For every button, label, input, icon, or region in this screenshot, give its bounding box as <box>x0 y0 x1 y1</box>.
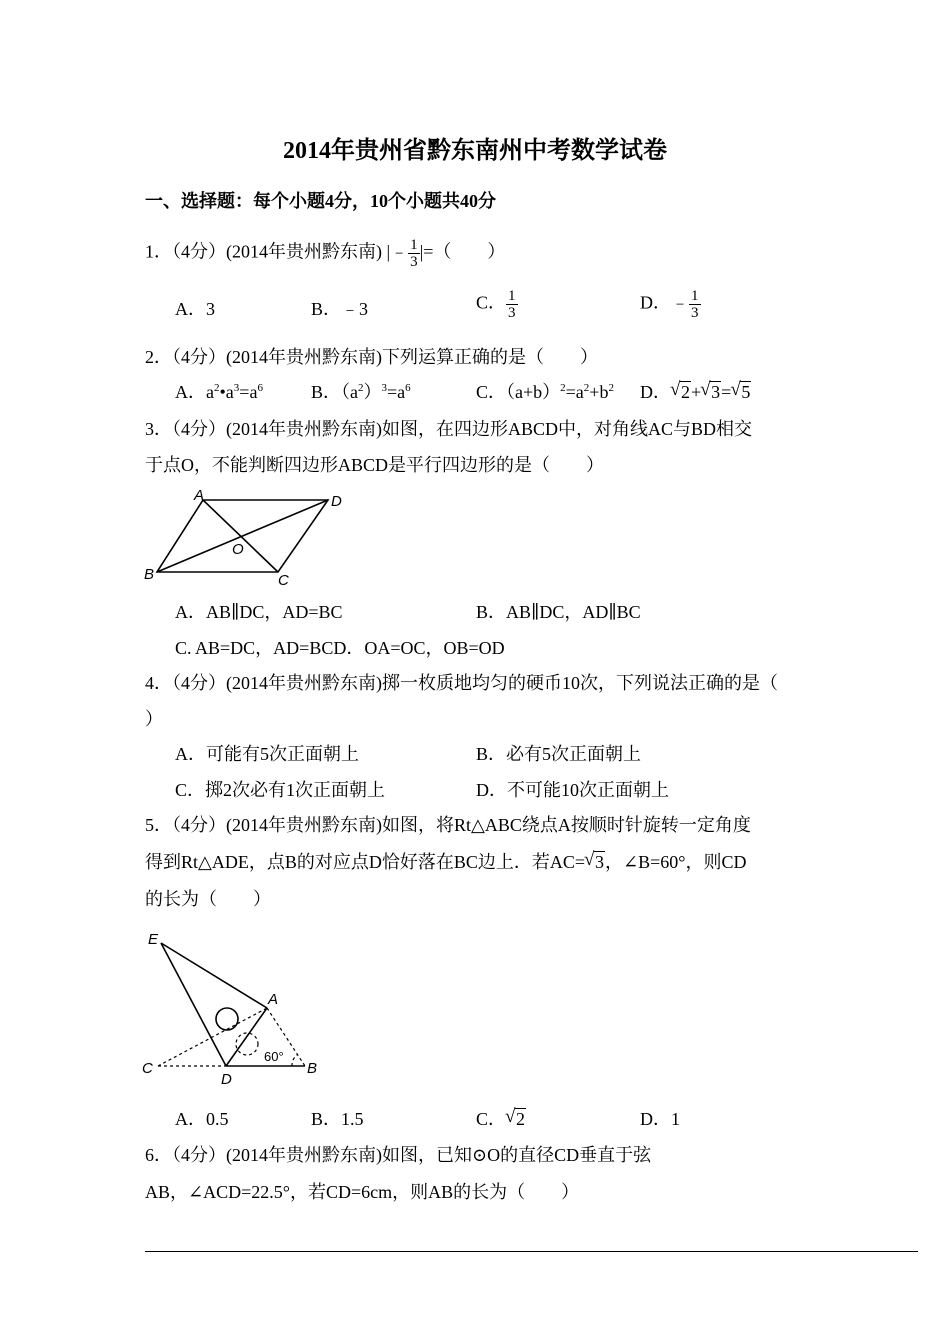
q1-abs-right: |=（ ） <box>419 241 506 262</box>
label-d: D <box>331 493 342 510</box>
section-heading: 一、选择题：每个小题4分，10个小题共40分 <box>145 191 496 211</box>
rotation-triangle-figure <box>140 925 325 1090</box>
question-6-line1: 6．（4分）(2014年贵州黔东南)如图，已知⊙O的直径CD垂直于弦 <box>145 1145 652 1165</box>
q2-d-sqrt-2: √ 3 <box>701 380 721 404</box>
q1-frac-den: 3 <box>410 254 418 270</box>
q1-d-num: 1 <box>691 288 699 304</box>
segment-ea <box>161 943 267 1008</box>
q2-c-exp2: 2 <box>583 382 590 394</box>
q2-a-part1: A．a <box>175 382 214 402</box>
q5-sqrt-3: √ 3 <box>585 850 605 874</box>
angle-label: 60° <box>264 1049 284 1064</box>
q1-frac-num: 1 <box>410 237 418 253</box>
q1-option-c-fraction <box>506 288 518 321</box>
label-a: A <box>268 991 279 1008</box>
q1-c-den: 3 <box>508 305 516 321</box>
q1-c-num: 1 <box>508 288 516 304</box>
question-3-line2: 于点O，不能判断四边形ABCD是平行四边形的是（ ） <box>145 455 605 475</box>
q2-a-exp3: 6 <box>257 382 263 394</box>
solid-circle-mark <box>216 1008 238 1030</box>
q5-option-a[interactable]: A．0.5 <box>175 1109 229 1129</box>
q2-d-plus: + <box>691 382 702 402</box>
q2-option-d[interactable] <box>640 380 751 404</box>
q3-option-b[interactable]: B．AB∥DC，AD∥BC <box>476 602 641 622</box>
label-b: B <box>144 566 155 583</box>
q2-b-part2: ） <box>363 382 382 402</box>
q1-fraction <box>408 237 420 270</box>
q2-c-part1: C．（a+b） <box>476 382 561 402</box>
parallelogram-figure <box>140 488 350 588</box>
q4-option-b[interactable]: B．必有5次正面朝上 <box>476 744 642 764</box>
segment-ca-dashed <box>158 1008 267 1066</box>
q2-b-exp1: 2 <box>358 382 364 394</box>
q2-option-c[interactable] <box>476 380 614 404</box>
page-title: 2014年贵州省黔东南州中考数学试卷 <box>283 138 667 164</box>
q2-c-exp3: 2 <box>608 382 614 394</box>
q2-a-exp2: 3 <box>233 382 240 394</box>
q1-option-c[interactable] <box>476 288 518 321</box>
q1-abs-left: |﹣ <box>386 241 409 262</box>
q2-option-b[interactable] <box>311 380 411 404</box>
q4-option-a[interactable]: A．可能有5次正面朝上 <box>175 744 359 764</box>
label-e: E <box>148 931 159 948</box>
q2-d-sqrt-3: √ 5 <box>731 380 751 404</box>
q2-b-part3: =a <box>387 382 406 402</box>
footer-divider <box>145 1251 918 1252</box>
question-4-line2: ） <box>145 709 163 729</box>
q4-option-d[interactable]: D．不可能10次正面朝上 <box>476 780 669 800</box>
question-5-line2 <box>145 850 746 874</box>
q1-option-c-label: C． <box>476 292 507 313</box>
label-a: A <box>194 488 205 504</box>
question-3-line1: 3．（4分）(2014年贵州黔东南)如图，在四边形ABCD中，对角线AC与BD相交 <box>145 419 753 439</box>
q2-a-part2: •a <box>219 382 234 402</box>
q5-option-d[interactable]: D．1 <box>640 1109 680 1129</box>
q2-a-exp1: 2 <box>214 382 220 394</box>
question-5-line1: 5．（4分）(2014年贵州黔东南)如图，将Rt△ABC绕点A按顺时针旋转一定角度 <box>145 815 751 835</box>
label-o: O <box>232 541 244 558</box>
q1-option-d[interactable] <box>640 288 701 321</box>
q1-number: 1． <box>145 241 172 262</box>
question-1 <box>145 237 505 270</box>
q2-b-part1: B．（a <box>311 382 358 402</box>
question-4-line1: 4．（4分）(2014年贵州黔东南)掷一枚质地均匀的硬币10次，下列说法正确的是（ <box>145 673 778 693</box>
q2-c-part2: =a <box>565 382 584 402</box>
question-2: 2．（4分）(2014年贵州黔东南)下列运算正确的是（ ） <box>145 347 598 367</box>
q3-option-cd[interactable]: C. AB=DC，AD=BCD．OA=OC，OB=OD <box>175 638 505 658</box>
q1-option-d-fraction <box>689 288 701 321</box>
q5-option-b[interactable]: B．1.5 <box>311 1109 364 1129</box>
label-c: C <box>278 572 289 588</box>
label-c: C <box>142 1060 153 1077</box>
q2-b-exp3: 6 <box>405 382 411 394</box>
q2-b-exp2: 3 <box>381 382 387 394</box>
angle-arc <box>292 1055 297 1066</box>
q4-option-c[interactable]: C．掷2次必有1次正面朝上 <box>175 780 386 800</box>
q2-c-exp1: 2 <box>560 382 566 394</box>
q2-d-equals: = <box>721 382 732 402</box>
q2-d-label: D． <box>640 382 671 402</box>
q2-d-sqrt-1: √ 2 <box>671 380 691 404</box>
segment-ad <box>226 1008 267 1066</box>
q5-option-c-sqrt: √ 2 <box>506 1107 526 1131</box>
q5-option-c[interactable] <box>476 1107 526 1131</box>
q5-line2-part2: ，∠B=60°，则CD <box>605 852 747 872</box>
question-5-line3: 的长为（ ） <box>145 889 271 909</box>
q3-option-a[interactable]: A．AB∥DC，AD=BC <box>175 602 343 622</box>
q1-option-a[interactable]: A．3 <box>175 299 215 319</box>
segment-ed <box>161 943 226 1066</box>
q2-a-part3: =a <box>239 382 258 402</box>
q1-option-d-label: D．﹣ <box>640 292 689 313</box>
label-d: D <box>221 1071 232 1088</box>
q5-option-c-label: C． <box>476 1109 507 1129</box>
label-b: B <box>307 1060 318 1077</box>
q5-line2-part1: 得到Rt△ADE，点B的对应点D恰好落在BC边上．若AC= <box>145 852 586 872</box>
question-6-line2: AB，∠ACD=22.5°，若CD=6cm，则AB的长为（ ） <box>145 1182 580 1202</box>
q2-option-a[interactable] <box>175 380 263 404</box>
q1-d-den: 3 <box>691 305 699 321</box>
q2-c-part3: +b <box>589 382 609 402</box>
q1-option-b[interactable]: B．﹣3 <box>311 299 369 319</box>
q1-head: （4分）(2014年贵州黔东南) <box>172 241 382 262</box>
